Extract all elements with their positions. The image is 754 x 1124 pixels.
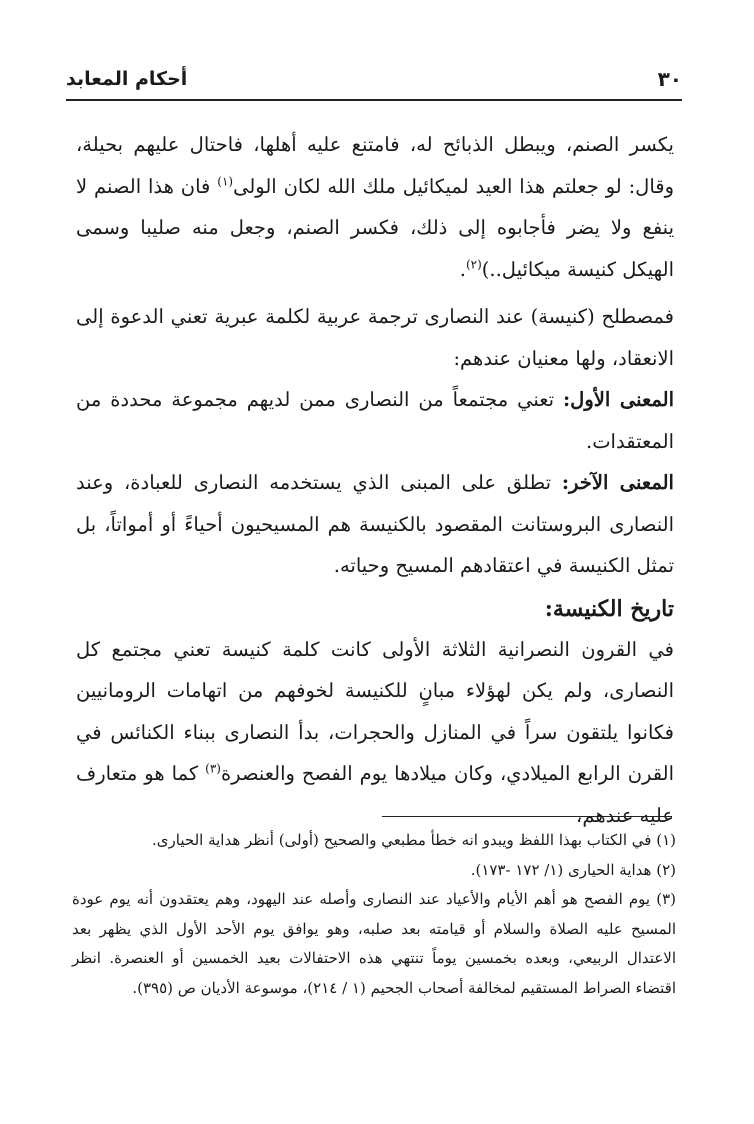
footnote-1: (١) في الكتاب بهذا اللفظ ويبدو انه خطأ مطبعي والصحيح (أولى) أنظر هداية الحيارى. xyxy=(152,831,676,849)
footnote-ref-3: (٣) xyxy=(205,761,221,776)
footnote-2: (٢) هداية الحيارى (١/ ١٧٢ -١٧٣). xyxy=(470,860,676,879)
main-text xyxy=(76,124,674,836)
paragraph-1-continuation: فان هذا الصنم لا ينفع ولا يضر فأجابوه إلى ذلك، فكسر الصنم، وجعل منه صليبا وسمى الهيكل كنيسة ميكائيل..) xyxy=(76,174,674,281)
running-title: أحكام المعابد xyxy=(66,68,188,90)
meaning-2-label: المعنى الآخر: xyxy=(561,471,674,494)
paragraph-1 xyxy=(76,124,674,290)
meaning-2-text: تطلق على المبنى الذي يستخدمه النصارى للعبادة، وعند النصارى البروستانت المقصود بالكنيسة هم المسيحيون أحياءً أو أمواتاً، بل تمثل الكنيسة في اعتقادهم المسيح وحياته. xyxy=(76,471,674,577)
meaning-1-text: تعني مجتمعاً من النصارى ممن لديهم مجموعة محددة من المعتقدات. xyxy=(76,388,674,453)
footnote-divider xyxy=(382,816,672,817)
meaning-1-label: المعنى الأول: xyxy=(562,388,675,411)
header-divider xyxy=(66,99,682,101)
paragraph-3-end: كما هو متعارف عليه عندهم، xyxy=(76,762,674,827)
running-header xyxy=(66,62,682,96)
paragraph-3-text: في القرون النصرانية الثلاثة الأولى كانت كلمة كنيسة تعني مجتمع كل النصارى، ولم يكن لهؤلاء مبانٍ للكنيسة لخوفهم من اتهامات الرومانيين فكانوا يلتقون سراً في المنازل والحجرات، بدأ النصارى ببناء الكنائس في القرن الرابع الميلادي، وكان ميلادها يوم الفصح والعنصرة xyxy=(76,637,675,785)
footnote-3: (٣) يوم الفصح هو أهم الأيام والأعياد عند النصارى وأصله عند اليهود، وهم يعتقدون أنه يوم عودة المسيح عليه الصلاة والسلام أو قيامته بعد صلبه، وهو يوافق يوم الأحد الأول الذي يظهر بعد الاعتدال الربيعي، وبعده بخمسين يوماً تنتهي هذه الاحتفالات بعيد الخمسين أو العنصرة. انظر اقتضاء الصراط المستقيم لمخالفة أصحاب الجحيم (١ / ٢١٤)، موسوعة الأديان ص (٣٩٥). xyxy=(72,890,676,997)
paragraph-1-text: يكسر الصنم، ويبطل الذبائح له، فامتنع عليه أهلها، فاحتال عليهم بحيلة، وقال: لو جعلتم هذا العيد لميكائيل ملك الله لكان الولى xyxy=(76,133,674,198)
meaning-1 xyxy=(76,379,674,462)
meaning-2 xyxy=(76,462,674,587)
page-number: ٣٠ xyxy=(657,67,682,91)
paragraph-1-end: . xyxy=(459,257,466,281)
footnote-ref-1: (١) xyxy=(217,174,234,188)
section-heading: تاريخ الكنيسة: xyxy=(544,595,674,622)
paragraph-3 xyxy=(76,629,674,837)
footnote-ref-2: (٢) xyxy=(465,257,482,271)
footnotes xyxy=(72,826,676,1003)
paragraph-2: فمصطلح (كنيسة) عند النصارى ترجمة عربية لكلمة عبرية تعني الدعوة إلى الانعقاد، ولها معنيان عندهم: xyxy=(76,305,674,370)
